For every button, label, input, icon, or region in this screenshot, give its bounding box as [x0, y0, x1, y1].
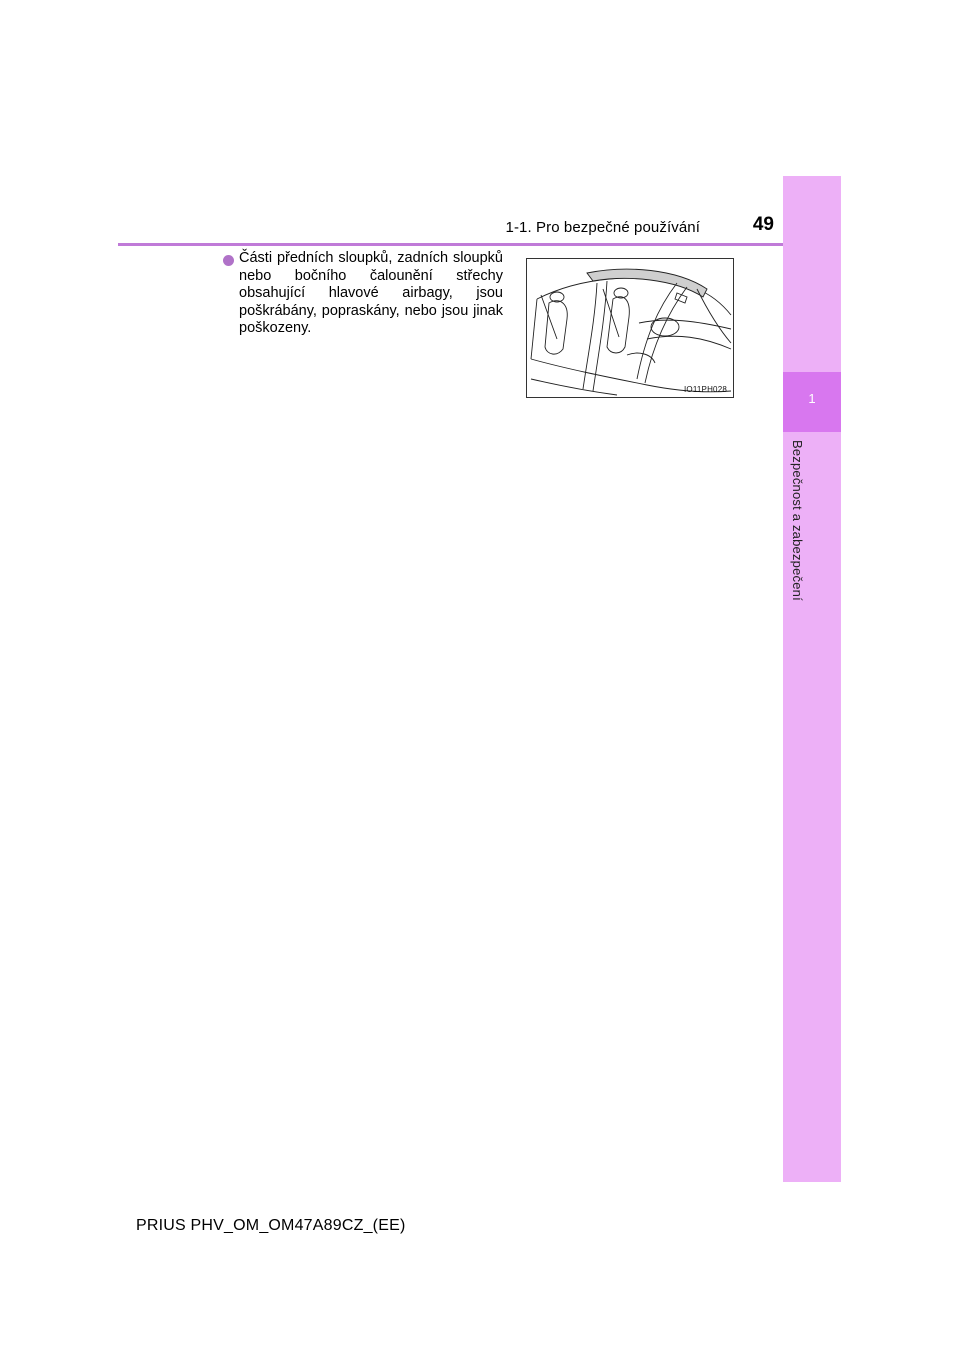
page-number: 49: [752, 214, 774, 235]
chapter-label: Bezpečnost a zabezpečení: [790, 440, 805, 601]
chapter-side-tab: [783, 176, 841, 1182]
bullet-text: Části předních sloupků, zadních sloupků nebo bočního čalounění střechy obsahující hlavové airbagy, jsou poškrábány, popraskány, nebo jsou jinak poškozeny.: [239, 250, 503, 336]
document-model-code: PRIUS PHV_OM_OM47A89CZ_(EE): [136, 1217, 406, 1234]
section-title: 1-1. Pro bezpečné používání: [505, 219, 700, 236]
bullet-icon: [223, 255, 234, 266]
car-interior-drawing: [527, 259, 733, 397]
curtain-airbag-illustration: [526, 258, 734, 398]
figure-code: IO11PH028: [683, 385, 727, 394]
header-divider: [118, 243, 840, 246]
chapter-number: 1: [808, 391, 816, 406]
